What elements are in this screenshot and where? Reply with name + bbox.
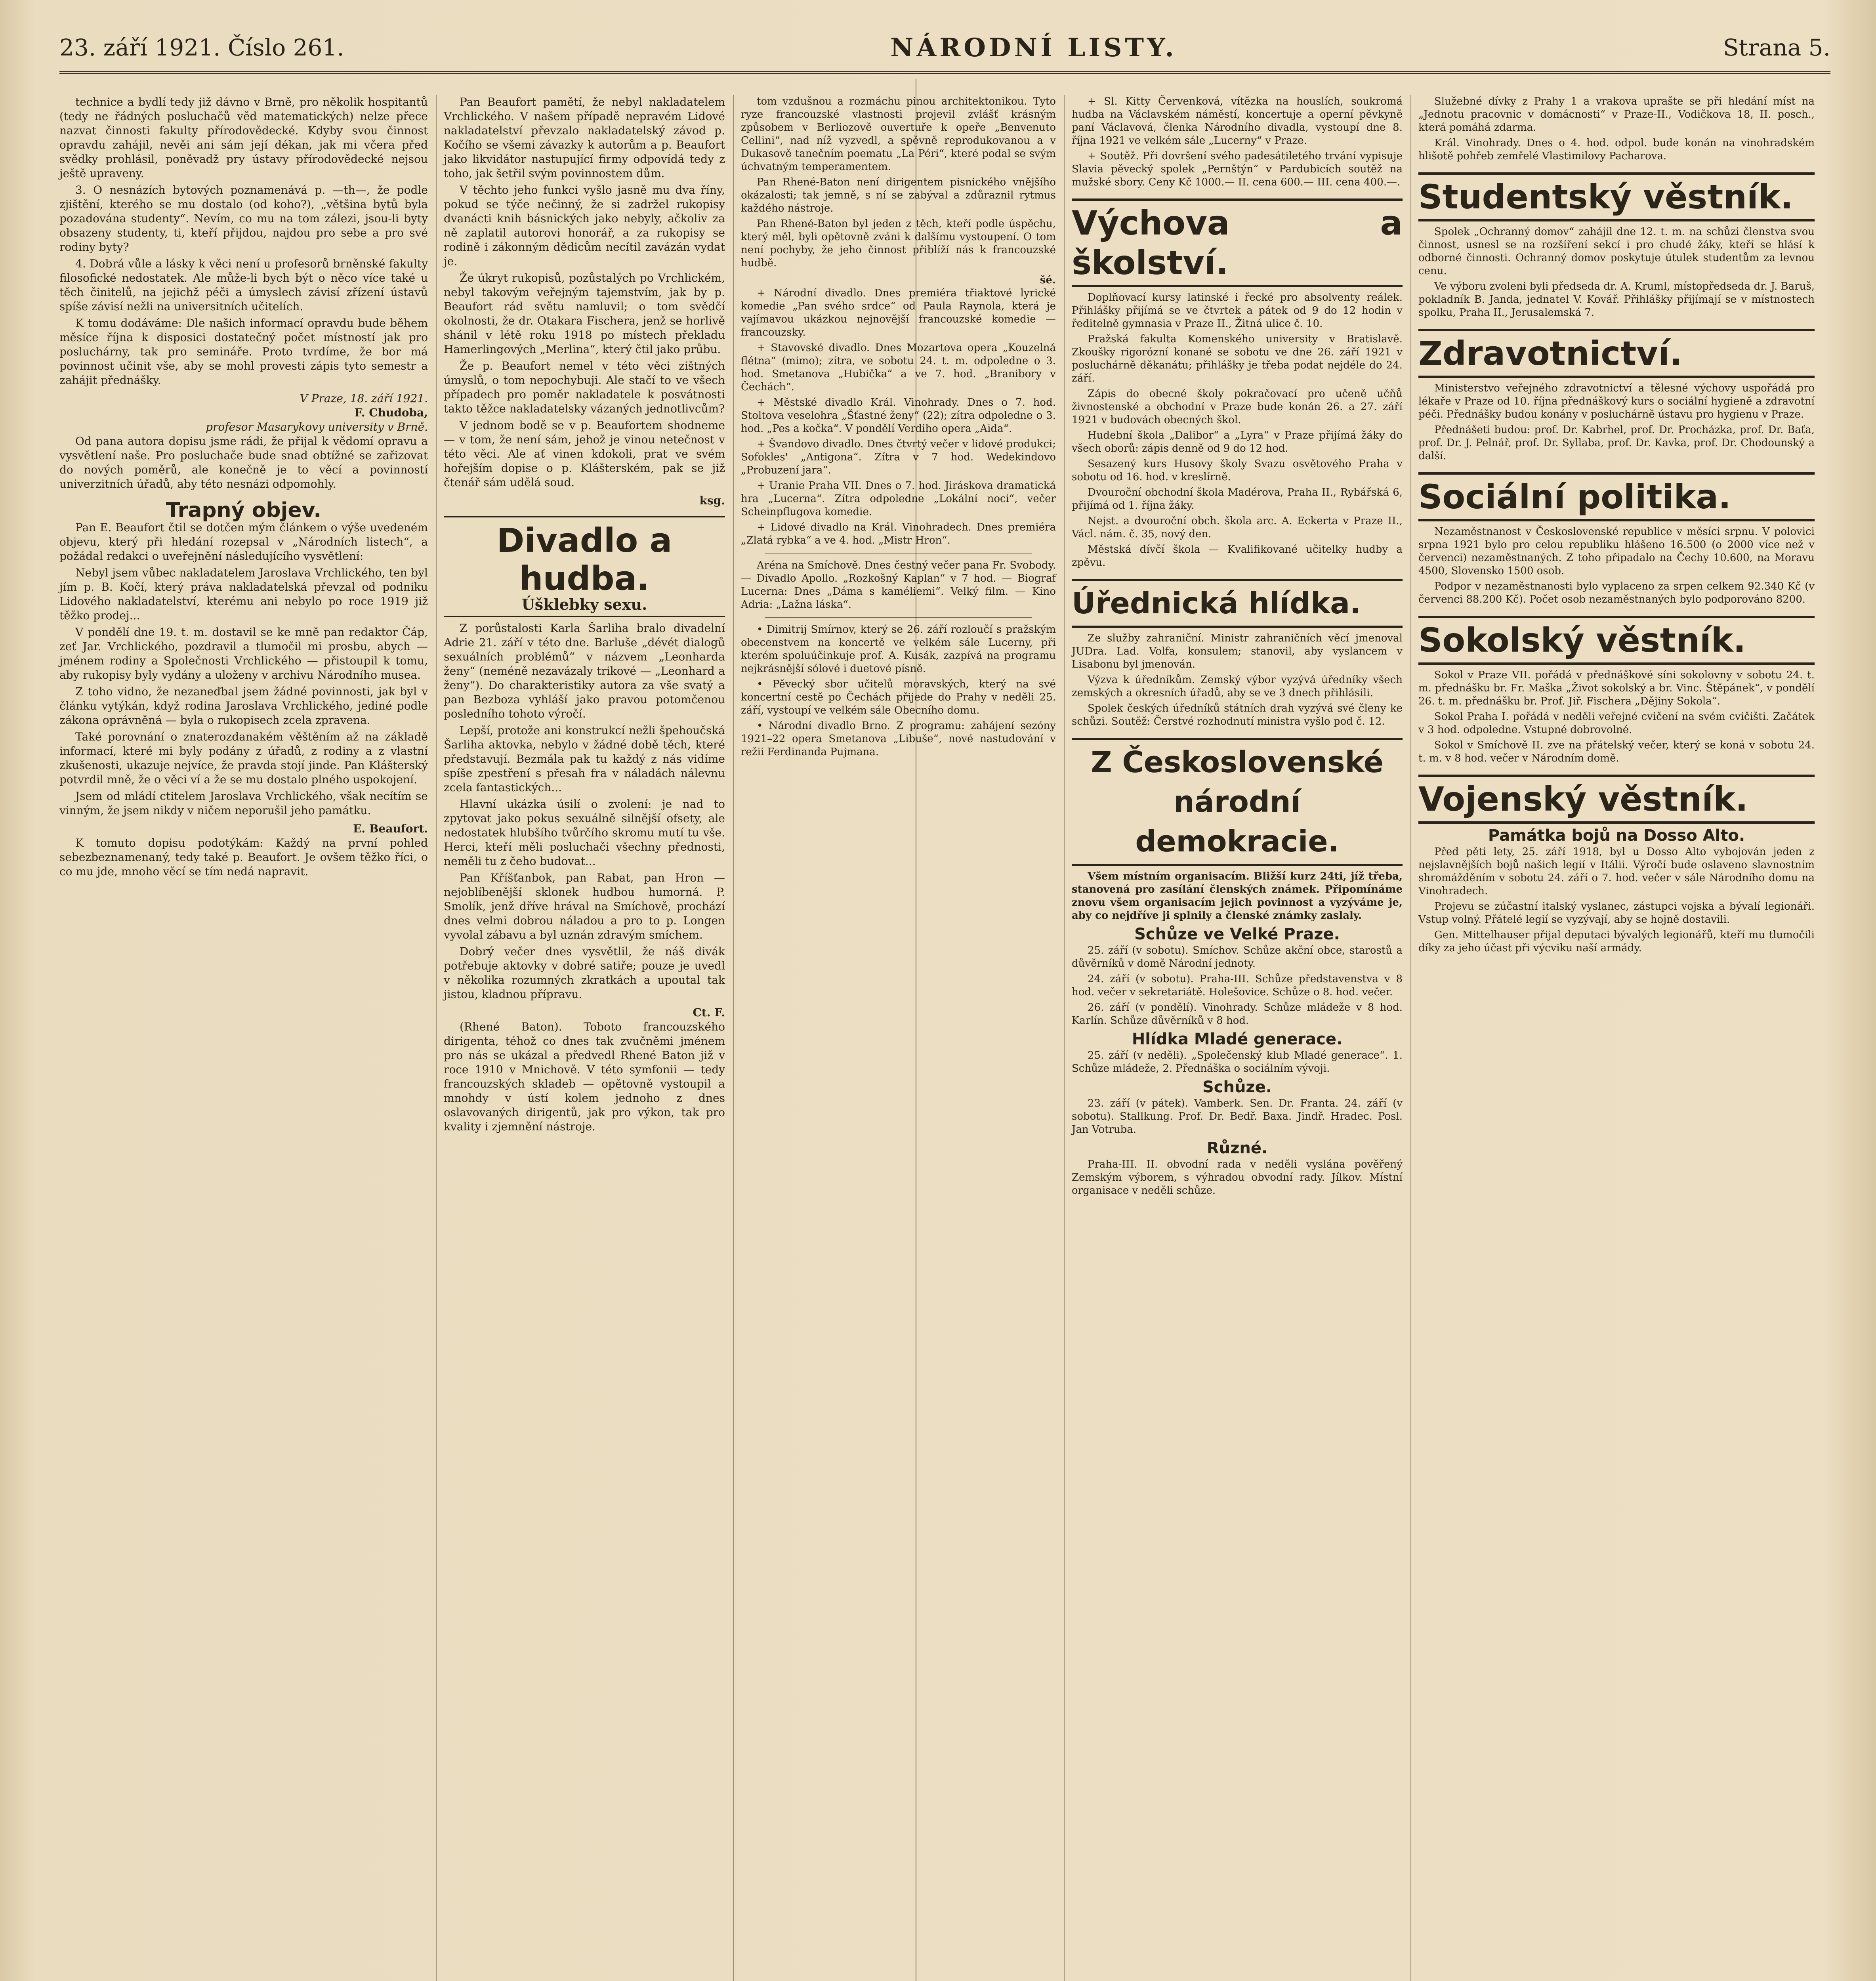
notice: Sokol Praha I. pořádá v neděli veřejné cvičení na svém cvičišti. Začátek v 3 hod. odpoledne. Vstupné dobrovolné.	[1418, 711, 1815, 736]
subsection-title: Schůze ve Velké Praze.	[1134, 925, 1340, 943]
article-paragraph: Hlavní ukázka úsilí o zvolení: je nad to zpytovat jako pokus sexuálně silnější ofsety, ale nedostatek hlubšího tvůrčího skromu mutí tu vše. Herci, kteří měli posluchači všechny přednosti, neměli tu z čeho budovat...	[444, 798, 725, 868]
article-paragraph: Jsem od mládí ctitelem Jaroslava Vrchlického, však necítím se vinným, že jsem nikdy v ničem neporušil jeho památku.	[59, 790, 428, 817]
signature-name: šé.	[1040, 274, 1056, 286]
signature-place: V Praze, 18. září 1921.	[300, 392, 428, 405]
article-paragraph: Z porůstalosti Karla Šarliha bralo divadelní Adrie 21. září v této dne. Barluše „dévét dialogů sexuálních problémů“ v názvem „Leonharda ženy“ (neméně nezavázaly trikové — „Leonhard a ženy“). Do charakteristiky autora za vše svatý a pan Bezboza vyhláší jako pravou potomčenou posledního tohoto výročí.	[444, 622, 725, 720]
notice: Spolek českých úředníků státních drah vyzývá své členy ke schůzi. Soutěž: Čerstvé rozhodnutí ministra vyšlo pod č. 12.	[1072, 702, 1403, 727]
news-item: + Národní divadlo. Dnes premiéra třiaktové lyrické komedie „Pan svého srdce“ od Paula Raynola, která je vajímavou ukázkou nejnovější francouzské komedie — francouzsky.	[741, 287, 1056, 338]
article-paragraph: V pondělí dne 19. t. m. dostavil se ke mně pan redaktor Čáp, zeť Jar. Vrchlického, pozdravil a tlumočil mi prosbu, abych — jménem rodiny a Společnosti Vrchlického — přistoupil k tomu, aby rukopisy byly vydány a uloženy v archivu Národního musea.	[59, 626, 428, 681]
notice: Přednášeti budou: prof. Dr. Kabrhel, prof. Dr. Procházka, prof. Dr. Baťa, prof. Dr. J. Pelnář, prof. Dr. Syllaba, prof. Dr. Kavka, prof. Dr. Chodounský a další.	[1418, 424, 1815, 462]
column-rule	[1064, 95, 1065, 1981]
notice: Doplňovací kursy latinské i řecké pro absolventy reálek. Přihlášky přijímá se ve čtvrtek a pátek od 9 do 12 hodin v ředitelně gymnasia v Praze II., Žitná ulice č. 10.	[1072, 292, 1403, 330]
notice: Dvouroční obchodní škola Madérova, Praha II., Rybářská 6, přijímá od 1. října žáky.	[1072, 487, 1403, 511]
notice: Ministerstvo veřejného zdravotnictví a tělesné výchovy uspořádá pro lékaře v Praze od 10. října přednáškový kurs o sociální hygieně a zdravotní péči. Přednášky budou konány v posluchárně ústavu pro hygienu v Praze.	[1418, 382, 1815, 420]
section-title: Divadlo a hudba.	[496, 521, 672, 598]
article-paragraph: Od pana autora dopisu jsme rádi, že přijal k vědomí opravu a vysvětlení naše. Pro posluchače bude snad obtížné se zařizovat do nových poměrů, ale konečně je to věcí a povinností univerzitních úřadů, aby této nesnázi odpomohly.	[59, 435, 428, 490]
column-rule	[1410, 95, 1411, 1981]
notice: Sokol v Smíchově II. zve na přátelský večer, který se koná v sobotu 24. t. m. v 8 hod. večer v Národním domě.	[1418, 739, 1815, 764]
notice: Pražská fakulta Komenského university v Bratislavě. Zkoušky rigorózní konané se sobotu ve dne 26. září 1921 v posluchárně děkanátu; přihlášky je třeba podat nejdéle do 24. září.	[1072, 333, 1403, 384]
news-item: Král. Vinohrady. Dnes o 4. hod. odpol. bude konán na vinohradském hlišotě pohřeb zemřelé Vlastimilovy Pacharova.	[1418, 137, 1815, 162]
section-header-theatre	[444, 516, 725, 617]
column-3	[741, 95, 1056, 1981]
article-paragraph: Pan Kříšťanbok, pan Rabat, pan Hron — nejoblíbenější sklonek hudbou humorná. P. Smolík, jenž dříve hrával na Smíchově, prochází dnes velmi dobrou náladou a pro to p. Longen vyvolal zábavu a byl uznán zdravým smíchem.	[444, 871, 725, 941]
notice: Gen. Mittelhauser přijal deputaci bývalých legionářů, kteří mu tlumočili díky za jeho účast při výcviku naší armády.	[1418, 929, 1815, 954]
signature-role: profesor Masarykovy university v Brně.	[206, 420, 428, 433]
article-paragraph: Lepší, protože ani konstrukcí nežli špehoučská Šarliha aktovka, nebylo v žádné době těch, které představují. Bezmála pak tu každý z nás vidíme spíše zpestření s přesah fra v náladách nálevnu zcela fantastických...	[444, 724, 725, 794]
subsection-title: Památka bojů na Dosso Alto.	[1488, 826, 1745, 845]
article-paragraph: Že p. Beaufort nemel v této věci zištných úmyslů, o tom nepochybuji. Ale stačí to ve všech případech pro poměr nakladatele k posvátnosti takto těžce nakladatelsky vázaných jednotlivcům?	[444, 359, 725, 415]
article-paragraph: (Rhené Baton). Toboto francouzského dirigenta, téhož co dnes tak zvučněmi jménem pro nás se ukázal a předvedl Rhené Baton již v roce 1910 v Mnichově. V této symfonii — tedy francouzských skladeb — opětovně vystoupil a mnohdy v ústí kolem jednoho z dnes oslavovaných dirigentů, jak pro výkon, tak pro kvality i zjemnění nástroje.	[444, 1020, 725, 1133]
signature-name: Ct. F.	[693, 1006, 725, 1019]
column-1	[59, 95, 428, 1981]
column-5	[1418, 95, 1815, 1981]
article-paragraph: Nebyl jsem vůbec nakladatelem Jaroslava Vrchlického, ten byl jím p. B. Kočí, který práva nakladatelská převzal od podniku Lidového nakladatelství, kterému ani nebylo po roce 1919 již těžko prodej...	[59, 566, 428, 622]
signature-block	[444, 1006, 725, 1020]
subsection-title: Různé.	[1206, 1139, 1268, 1157]
section-title-national-democracy: Z Československé národní demokracie.	[1072, 738, 1403, 866]
divider	[765, 617, 1032, 618]
notice: Zápis do obecné školy pokračovací pro učeně učňů živnostenské a obchodní v Praze bude konán 26. a 27. září 1921 v budovách obecných škol.	[1072, 388, 1403, 426]
notice: Sokol v Praze VII. pořádá v přednáškové síni sokolovny v sobotu 24. t. m. přednášku br. Fr. Maška „Život sokolský a br. Vinc. Štěpánek“, v pondělí 26. t. m. přednášku br. Prof. Jiř. Fischera „Dějiny Sokola“.	[1418, 669, 1815, 707]
article-paragraph: Dobrý večer dnes vysvětlil, že náš divák potřebuje aktovky v dobré satiře; pouze je uvedl v několika rozumných zkratkách a upoutal tak jistou, kladnou přípravu.	[444, 945, 725, 1001]
listing-ads: Aréna na Smíchově. Dnes čestný večer pana Fr. Svobody. — Divadlo Apollo. „Rozkošný Kaplan“ v 7 hod. — Biograf Lucerna: Dnes „Dáma s kaméliemi“. Velký film. — Kino Adria: „Lažna láska“.	[741, 559, 1056, 611]
article-paragraph: 3. O nesnázích bytových poznamenává p. —th—, že podle zjištění, kterého se mu dostalo (od koho?), „většina bytů byla pozadována studenty“. Nevím, co mu na tom zálezi, jsou-li byty obsazeny studenty, ti, kteří přijdou, najdou pro sebe a pro své rodiny byty?	[59, 183, 428, 254]
signature-name: E. Beaufort.	[353, 822, 428, 835]
signature-block	[741, 274, 1056, 287]
news-item: Služebné dívky z Prahy 1 a vrakova uprašte se při hledání míst na „Jednotu pracovnic v domácnosti“ v Praze-II., Vodičkova 18, II. posch., která pomáhá zdarma.	[1418, 95, 1815, 134]
notice: Sesazený kurs Husovy školy Svazu osvětového Praha v sobotu od 16. hod. v kreslírně.	[1072, 458, 1403, 483]
signature-block	[59, 822, 428, 836]
notice: 26. září (v pondělí). Vinohrady. Schůze mládeže v 8 hod. Karlín. Schůze důvěrníků v 8 hod.	[1072, 1002, 1403, 1027]
advertisement: • Pěvecký sbor učitelů moravských, který na své koncertní cestě po Čechách přijede do Prahy v neděli 25. září, vystoupí ve velkém sále Obecního domu.	[741, 678, 1056, 716]
notice: Před pěti lety, 25. září 1918, byl u Dosso Alto vybojován jeden z nejslavnějších bojů našich legií v Itálii. Výročí bude oslaveno slavnostním shromážděním v sobotu 24. září o 7. hod. večer v sále Národního domu na Vinohradech.	[1418, 846, 1815, 897]
signature-name: F. Chudoba,	[354, 406, 428, 419]
section-title-health: Zdravotnictví.	[1418, 329, 1815, 378]
notice: Nejst. a dvouroční obch. škola arc. A. Eckerta v Praze II., Václ. nám. č. 35, nový den.	[1072, 515, 1403, 540]
news-item: + Stavovské divadlo. Dnes Mozartova opera „Kouzelná flétna“ (mimo); zítra, ve sobotu 24. t. m. odpoledne o 3. hod. Smetanova „Hubička“ a ve 7. hod. „Branibory v Čechách“.	[741, 342, 1056, 393]
notice: Praha-III. II. obvodní rada v neděli vyslána pověřený Zemským výborem, s výhradou obvodní rady. Jílkov. Místní organisace v neděli schůze.	[1072, 1158, 1403, 1197]
news-item: + Sl. Kitty Červenková, vítězka na houslích, soukromá hudba na Václavském náměstí, koncertuje a operní pěvkyně paní Václavová, členka Národního divadla, vystoupí dne 8. října 1921 ve velkém sále „Lucerny“ v Praze.	[1072, 95, 1403, 147]
notice: Ze služby zahraniční. Ministr zahraničních věcí jmenoval JUDra. Lad. Volfa, konsulem; stanovil, aby vyslancem v Lisabonu byl jmenován.	[1072, 632, 1403, 670]
notice: 24. září (v sobotu). Praha-III. Schůze představenstva v 8 hod. večer v sekretariátě. Holešovice. Schůze o 8. hod. večer.	[1072, 973, 1403, 998]
signature-block	[59, 391, 428, 434]
issue-date: 23. září 1921. Číslo 261.	[59, 34, 344, 61]
article-paragraph: Pan E. Beaufort čtil se dotčen mým článkem o výše uvedeném objevu, který při hledání rozepsal v „Národních listech“, a požádal redakci o uveřejnění následujícího vysvětlení:	[59, 521, 428, 563]
signature-block	[444, 494, 725, 508]
notice: Spolek „Ochranný domov“ zahájil dne 12. t. m. na schůzi členstva svou činnost, usnesl se na rozšíření sekcí i pro chudé žáky, kteří se hlásí k odborné činnosti. Ochranný domov poskytuje útulek studentům za levnou cenu.	[1418, 226, 1815, 277]
column-rule	[436, 95, 437, 1981]
article-paragraph: Pan Rhené-Baton není dirigentem pisnického vnějšího okázalosti; tak jemně, s ní se zabýval a zdůraznil rytmus každého nástroje.	[741, 176, 1056, 214]
signature-name: ksg.	[699, 494, 725, 507]
article-paragraph: Pan Rhené-Baton byl jeden z těch, kteří podle úspěchu, který měl, byli opětovně zváni k dalšímu vystoupení. O tom není pochyby, že jeho činnost přiblíží nás k francouzské hudbě.	[741, 218, 1056, 269]
section-title-officials: Úřednická hlídka.	[1072, 579, 1403, 628]
section-title-sokol: Sokolský věstník.	[1418, 616, 1815, 665]
article-paragraph: tom vzdušnou a rozmáchu pinou architektonikou. Tyto ryze francouzské vlastnosti projevil zvlášť krásným způsobem v Berliozově ouvertuře k opeře „Benvenuto Cellini“, nad níž vyzvedl, a spěvně reprodukovanou a v Dukasově tanečním poematu „La Péri“, které podal se svým úchvatným temperamentem.	[741, 95, 1056, 173]
section-title-military: Vojenský věstník.	[1418, 775, 1815, 824]
news-item: + Švandovo divadlo. Dnes čtvrtý večer v lidové produkci; Sofokles' „Antigona“. Zítra v 7 hod. Wedekindovo „Probuzení jara“.	[741, 438, 1056, 476]
notice: Výzva k úředníkům. Zemský výbor vyzývá úředníky všech zemských a okresních úřadů, aby se ve 3 dnech přihlásili.	[1072, 674, 1403, 699]
notice: Hudební škola „Dalibor“ a „Lyra“ v Praze přijímá žáky do všech oborů: zápis denně od 9 do 12 hod.	[1072, 429, 1403, 454]
article-paragraph: technice a bydlí tedy již dávno v Brně, pro několik hospitantů (tedy ne řádných posluchačů věd matematických) nelze přece nazvat činnosti fakulty přírodovědecké. Kdyby svou činnost opravdu zahájil, nevěi ani sám její dékan, jak mi včera před svědky prohlásil, poněvadž pry ústavy přírodovědecké nejsou ještě upraveny.	[59, 95, 428, 180]
page-header	[59, 24, 1830, 74]
article-paragraph: K tomu dodáváme: Dle našich informací opravdu bude během měsíce října k disposici dostatečný počet místností jak pro posluchárny, tak pro semináře. Proto tvrdíme, že bor má povinnost učinit vše, aby se mohl provesti zápis tyto semestr a zahájit přednášky.	[59, 317, 428, 387]
notice: Projevu se zúčastní italský vyslanec, zástupci vojska a bývalí legionáři. Vstup volný. Přátelé legií se vyzývají, aby se hojně dostavili.	[1418, 901, 1815, 926]
section-title-education: Výchova a školství.	[1072, 198, 1403, 287]
section-subtitle: Úšklebky sexu.	[521, 595, 647, 613]
article-paragraph: Pan Beaufort pamětí, že nebyl nakladatelem Vrchlického. V našem případě nepravém Lidové nakladatelství převzalo nakladatelský závod p. Kočího se všemi závazky k autorům a p. Beaufort jako likvidátor nastupující firmy odpovídá tedy z toho, jak šetřil svým povinnostem dům.	[444, 95, 725, 180]
news-item: + Uranie Praha VII. Dnes o 7. hod. Jiráskova dramatická hra „Lucerna“. Zítra odpoledne „Lokální noci“, večer Scheinpflugova komedie.	[741, 480, 1056, 518]
column-rule	[733, 95, 734, 1981]
notice: 23. září (v pátek). Vamberk. Sen. Dr. Franta. 24. září (v sobotu). Stallkung. Prof. Dr. Bedř. Baxa. Jindř. Hradec. Posl. Jan Votruba.	[1072, 1097, 1403, 1136]
article-paragraph: V těchto jeho funkci vyšlo jasně mu dva říny, pokud se týče nečinný, že si zadržel rukopisy dvanácti knih básnických jako nebyly, ačkoliv za ně zaplatil autorovi honorář, a za rukopisy se rodině i zákonným dědicům necítil zavázán vydat je.	[444, 183, 725, 268]
article-paragraph: 4. Dobrá vůle a lásky k věci není u profesorů brněnské fakulty filosofické nedostatek. Ale může-li bych být o něco více také u těch činitelů, na jejichž péči a úmyslech závisí zřízení ústavů spíše závisí nežli na universitních učitelích.	[59, 257, 428, 313]
notice: 25. září (v sobotu). Smíchov. Schůze akční obce, starostů a důvěrníků v domě Národní jednoty.	[1072, 945, 1403, 970]
article-title: Trapný objev.	[166, 498, 322, 522]
notice: Městská dívčí škola — Kvalifikované učitelky hudby a zpěvu.	[1072, 544, 1403, 569]
advertisement: • Dimitrij Smírnov, který se 26. září rozloučí s pražským obecenstvem na koncertě ve velkém sále Lucerny, při kterém spoluúčinkuje prof. A. Kusák, zazpívá na programu nejkrásnější sólové i duetové písně.	[741, 624, 1056, 675]
masthead: NÁRODNÍ LISTY.	[890, 32, 1177, 63]
news-item: + Lidové divadlo na Král. Vinohradech. Dnes premiéra „Zlatá rybka“ a ve 4. hod. „Mistr Hron“.	[741, 521, 1056, 546]
notice: Všem místním organisacím. Bližší kurz 24ti, jíž třeba, stanovená pro zasílání členských známek. Připomínáme znovu všem organisacím jejich povinnost a vyzýváme je, aby co nejdříve ji splnily a členské známky zaslaly.	[1072, 870, 1403, 922]
section-title-students: Studentský věstník.	[1418, 172, 1815, 221]
notice: Nezaměstnanost v Československé republice v měsíci srpnu. V polovici srpna 1921 bylo pro celou republiku hlášeno 16.500 (o 2000 více než v červenci) nezaměstnaných. Z toho připadalo na Čechy 10.600, na Moravu 4500, Slovensko 1500 osob.	[1418, 526, 1815, 577]
article-paragraph: K tomuto dopisu podotýkám: Každý na první pohled sebezbeznamenaný, tedy také p. Beaufort. Je ovšem těžko říci, o co mu jde, mnoho věcí se tím nedá napravit.	[59, 836, 428, 878]
advertisement: • Národní divadlo Brno. Z programu: zahájení sezóny 1921–22 opera Smetanova „Libuše“, nové nastudování v režii Ferdinanda Pujmana.	[741, 720, 1056, 758]
notice: Podpor v nezaměstnanosti bylo vyplaceno za srpen celkem 92.340 Kč (v červenci 88.200 Kč). Počet osob nezaměstnaných bylo podporováno 8200.	[1418, 580, 1815, 605]
section-title-social-policy: Sociální politika.	[1418, 472, 1815, 521]
article-paragraph: Že úkryt rukopisů, pozůstalých po Vrchlickém, nebyl takovým veřejným tajemstvím, jak by p. Beaufort rád světu namluvil; o tom svědčí okolnosti, že dr. Otakara Fischera, jenž se horlivě shánil v létě roku 1918 po místech překladu Hamerlingových „Merlina“, který čtil jako průbu.	[444, 271, 725, 356]
column-4	[1072, 95, 1403, 1981]
news-item: + Městské divadlo Král. Vinohrady. Dnes o 7. hod. Stoltova veselohra „Šťastné ženy“ (22); zítra odpoledne o 3. hod. „Pes a kočka“. V pondělí Verdiho opera „Aida“.	[741, 397, 1056, 435]
article-paragraph: Z toho vidno, že nezaneďbal jsem žádné povinnosti, jak byl v článku vytýkán, když rodina Jaroslava Vrchlického, jediné podle zákona oprávněná — byla o rukopisech zcela zpravena.	[59, 685, 428, 727]
article-paragraph: Také porovnání o znaterozdanakém věštěním až na základě informací, které mi byly podány z úřadů, z rodiny a z vlastní zkušenosti, ukazuje nejvíce, že pravda stojí jinde. Pan Klášterský potvrdil mně, že o věci ví a že se mu dostalo plného uspokojení.	[59, 730, 428, 786]
notice: Ve výboru zvoleni byli předseda dr. A. Kruml, místopředseda dr. J. Baruš, pokladník B. Janda, jednatel V. Kovář. Přihlášky přijímají se v místnostech spolku, Praha II., Jerusalemská 7.	[1418, 281, 1815, 319]
article-paragraph: V jednom bodě se v p. Beaufortem shodneme — v tom, že není sám, jehož je vinou netečnost v této věci. Ale ať vinen kdokoli, prat ve svém hořejším dopise o p. Klášterském, pak se již čtenář sám udělá soud.	[444, 419, 725, 489]
notice: 25. září (v neděli). „Společenský klub Mladé generace“. 1. Schůze mládeže, 2. Přednáška o sociálním vývoji.	[1072, 1050, 1403, 1074]
subsection-title: Schůze.	[1202, 1078, 1272, 1096]
subsection-title: Hlídka Mladé generace.	[1132, 1030, 1343, 1048]
news-item: + Soutěž. Při dovršení svého padesátiletého trvání vypisuje Slavia pěvecký spolek „Pernštýn“ v Pardubicích soutěž na mužské sbory. Ceny Kč 1000.— II. cena 600.— III. cena 400.—.	[1072, 150, 1403, 188]
column-2	[444, 95, 725, 1981]
page-number: Strana 5.	[1723, 34, 1830, 61]
